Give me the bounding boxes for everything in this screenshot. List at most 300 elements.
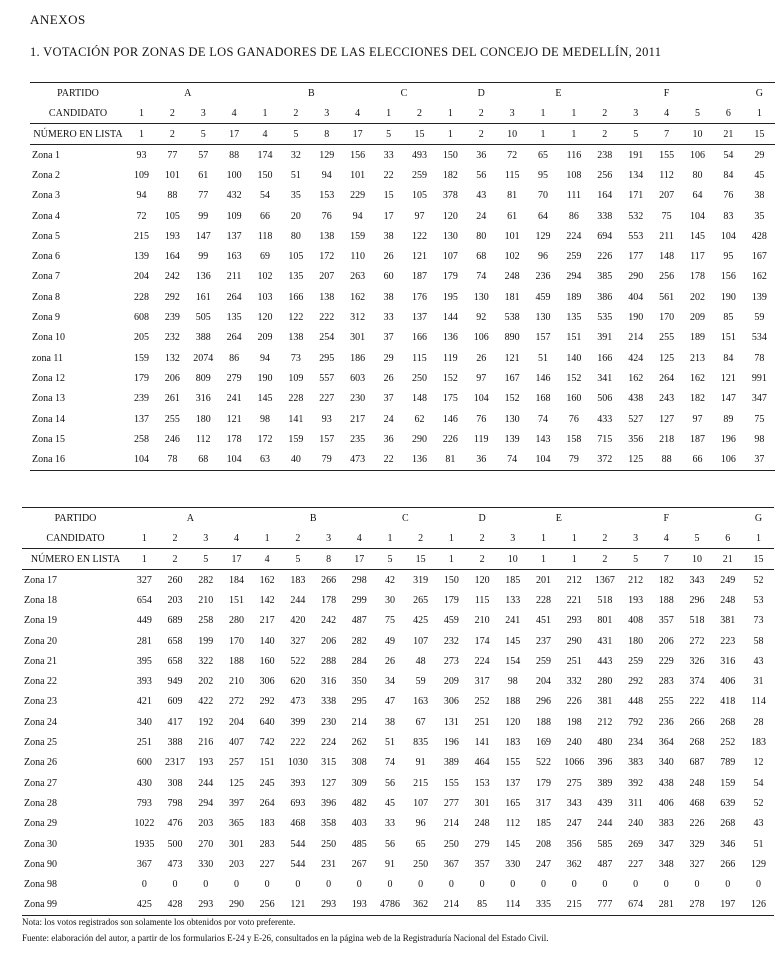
vote-count: 185 [535, 818, 551, 830]
list-number: 2 [590, 549, 621, 570]
vote-count: 59 [754, 312, 765, 324]
votes-table-zones-1-16 [30, 82, 775, 471]
vote-count: 393 [136, 676, 152, 688]
vote-count: 70 [538, 190, 549, 202]
vote-count: 468 [290, 818, 306, 830]
vote-count: 0 [633, 879, 639, 891]
vote-count: 223 [720, 635, 736, 647]
zone-label: Zona 5 [32, 230, 61, 242]
table-row [22, 651, 774, 671]
candidate-header-row [30, 103, 775, 124]
vote-count: 31 [753, 676, 764, 688]
vote-count: 162 [259, 574, 275, 586]
vote-count: 136 [195, 271, 211, 283]
vote-count: 248 [504, 271, 520, 283]
vote-count: 245 [259, 777, 275, 789]
vote-count: 532 [628, 210, 644, 222]
vote-count: 193 [198, 757, 214, 769]
vote-count: 210 [198, 594, 214, 606]
vote-count: 26 [476, 352, 487, 364]
vote-count: 24 [383, 413, 394, 425]
vote-count: 1066 [564, 757, 585, 769]
vote-count: 0 [756, 879, 762, 891]
vote-count: 93 [136, 149, 147, 161]
vote-count: 280 [597, 676, 613, 688]
vote-count: 34 [384, 676, 395, 688]
vote-count: 130 [442, 230, 458, 242]
vote-count: 207 [319, 271, 335, 283]
vote-count: 151 [566, 332, 582, 344]
vote-count: 239 [133, 393, 149, 405]
vote-count: 417 [167, 716, 183, 728]
vote-count: 198 [566, 716, 582, 728]
vote-count: 0 [479, 879, 485, 891]
vote-count: 52 [753, 574, 764, 586]
vote-count: 76 [568, 413, 579, 425]
table-row [30, 145, 775, 166]
vote-count: 229 [658, 655, 674, 667]
vote-count: 226 [566, 696, 582, 708]
vote-count: 292 [628, 676, 644, 688]
vote-count: 33 [383, 312, 394, 324]
vote-count: 356 [628, 433, 644, 445]
vote-count: 136 [404, 449, 435, 470]
vote-count: 183 [259, 818, 275, 830]
vote-count: 99 [198, 251, 209, 263]
vote-count: 330 [505, 858, 521, 870]
vote-count: 674 [620, 895, 651, 916]
candidate-number: 3 [326, 532, 332, 544]
vote-count: 166 [411, 332, 427, 344]
vote-count: 127 [321, 777, 337, 789]
vote-count: 299 [351, 594, 367, 606]
zone-label: Zona 19 [24, 615, 58, 627]
table-row [30, 186, 775, 206]
vote-count: 306 [259, 676, 275, 688]
vote-count: 130 [473, 291, 489, 303]
vote-count: 295 [319, 352, 335, 364]
candidate-number: 1 [138, 107, 144, 119]
vote-count: 88 [651, 449, 682, 470]
vote-count: 136 [442, 332, 458, 344]
vote-count: 248 [689, 777, 705, 789]
vote-count: 518 [689, 615, 705, 627]
vote-count: 43 [476, 190, 487, 202]
vote-count: 293 [190, 895, 221, 916]
table-row [22, 570, 774, 591]
vote-count: 0 [295, 879, 301, 891]
vote-count: 157 [319, 433, 335, 445]
vote-count: 190 [628, 312, 644, 324]
vote-count: 89 [723, 413, 734, 425]
vote-count: 294 [198, 797, 214, 809]
vote-count: 439 [597, 797, 613, 809]
zone-label: Zona 24 [24, 716, 58, 728]
vote-count: 68 [476, 251, 487, 263]
vote-count: 518 [597, 594, 613, 606]
vote-count: 256 [252, 895, 283, 916]
vote-count: 263 [350, 271, 366, 283]
vote-count: 63 [250, 449, 281, 470]
candidate-number: 3 [324, 107, 330, 119]
vote-count: 211 [659, 230, 674, 242]
vote-count: 448 [628, 696, 644, 708]
vote-count: 72 [507, 149, 518, 161]
vote-count: 234 [628, 737, 644, 749]
table-row [30, 165, 775, 185]
candidate-number: 2 [478, 107, 484, 119]
vote-count: 212 [628, 574, 644, 586]
zone-label: Zona 16 [30, 449, 126, 470]
table-row [22, 895, 774, 916]
vote-count: 150 [443, 574, 459, 586]
vote-count: 66 [682, 449, 713, 470]
vote-count: 139 [751, 291, 767, 303]
vote-count: 255 [658, 696, 674, 708]
vote-count: 279 [226, 372, 242, 384]
vote-count: 216 [198, 737, 214, 749]
vote-count: 29 [754, 149, 765, 161]
candidate-number: 3 [509, 107, 515, 119]
vote-count: 222 [689, 696, 705, 708]
list-number: 17 [221, 549, 252, 570]
vote-count: 135 [226, 312, 242, 324]
vote-count: 95 [723, 251, 734, 263]
candidate-number: 2 [418, 532, 424, 544]
vote-count: 105 [411, 190, 427, 202]
vote-count: 326 [689, 655, 705, 667]
vote-count: 522 [535, 757, 551, 769]
vote-count: 221 [566, 594, 582, 606]
vote-count: 217 [350, 413, 366, 425]
vote-count: 114 [751, 696, 766, 708]
candidate-number: 1 [387, 532, 393, 544]
vote-count: 33 [383, 149, 394, 161]
vote-count: 150 [257, 169, 273, 181]
vote-count: 226 [442, 433, 458, 445]
vote-count: 798 [167, 797, 183, 809]
vote-count: 232 [164, 332, 180, 344]
vote-count: 156 [720, 271, 736, 283]
vote-count: 270 [198, 838, 214, 850]
vote-count: 247 [535, 858, 551, 870]
vote-count: 280 [228, 615, 244, 627]
list-number: 10 [497, 549, 528, 570]
vote-count: 255 [164, 413, 180, 425]
vote-count: 212 [597, 716, 613, 728]
vote-count: 164 [597, 190, 613, 202]
vote-count: 43 [753, 818, 764, 830]
vote-count: 53 [753, 594, 764, 606]
vote-count: 430 [136, 777, 152, 789]
list-number: 1 [436, 549, 467, 570]
vote-count: 159 [288, 433, 304, 445]
vote-count: 266 [720, 858, 736, 870]
vote-count: 97 [476, 372, 487, 384]
vote-count: 949 [167, 676, 183, 688]
vote-count: 120 [474, 574, 490, 586]
vote-count: 777 [590, 895, 621, 916]
vote-count: 222 [319, 312, 335, 324]
vote-count: 35 [754, 210, 765, 222]
vote-count: 292 [259, 696, 275, 708]
vote-count: 109 [133, 169, 149, 181]
vote-count: 96 [415, 818, 426, 830]
vote-count: 230 [321, 716, 337, 728]
vote-count: 327 [136, 574, 152, 586]
vote-count: 104 [689, 210, 705, 222]
vote-count: 81 [507, 190, 518, 202]
vote-count: 222 [290, 737, 306, 749]
vote-count: 129 [535, 230, 551, 242]
vote-count: 197 [712, 895, 743, 916]
vote-count: 459 [535, 291, 551, 303]
vote-count: 36 [476, 149, 487, 161]
vote-count: 244 [597, 818, 613, 830]
vote-count: 195 [442, 291, 458, 303]
vote-count: 658 [167, 635, 183, 647]
vote-count: 115 [474, 594, 490, 606]
vote-count: 30 [384, 594, 395, 606]
vote-count: 196 [720, 433, 736, 445]
candidate-number: 3 [203, 532, 209, 544]
vote-count: 75 [661, 210, 672, 222]
vote-count: 241 [505, 615, 521, 627]
vote-count: 102 [257, 271, 273, 283]
table-source: Fuente: elaboración del autor, a partir de los formularios E-24 y E-26, consultados en la página web de la Registraduría Nacional del Estado Civil. [22, 933, 549, 943]
vote-count: 522 [290, 655, 306, 667]
vote-count: 145 [257, 393, 273, 405]
vote-count: 100 [226, 169, 242, 181]
vote-count: 180 [628, 635, 644, 647]
vote-count: 64 [692, 190, 703, 202]
vote-count: 126 [743, 895, 774, 916]
vote-count: 338 [597, 210, 613, 222]
vote-count: 85 [723, 312, 734, 324]
vote-count: 214 [443, 818, 459, 830]
vote-count: 312 [350, 312, 366, 324]
vote-count: 259 [411, 169, 427, 181]
party-name: B [250, 83, 374, 104]
vote-count: 22 [373, 449, 404, 470]
vote-count: 137 [133, 413, 149, 425]
vote-count: 130 [504, 413, 520, 425]
table-row [22, 854, 774, 874]
zone-label: Zona 20 [24, 635, 58, 647]
vote-count: 208 [535, 838, 551, 850]
vote-count: 142 [259, 594, 275, 606]
list-number: 1 [129, 549, 160, 570]
vote-count: 226 [597, 251, 613, 263]
list-number: 17 [342, 124, 373, 145]
candidate-number: 6 [725, 532, 731, 544]
party-name: D [435, 83, 528, 104]
vote-count: 272 [689, 635, 705, 647]
vote-count: 0 [387, 879, 393, 891]
vote-count: 473 [167, 858, 183, 870]
vote-count: 264 [226, 291, 242, 303]
vote-count: 101 [504, 230, 520, 242]
candidate-number: 4 [231, 107, 237, 119]
zone-label: Zona 26 [24, 757, 58, 769]
vote-count: 62 [414, 413, 425, 425]
vote-count: 121 [226, 413, 242, 425]
vote-count: 290 [566, 635, 582, 647]
vote-count: 209 [443, 676, 459, 688]
vote-count: 12 [753, 757, 764, 769]
vote-count: 153 [319, 190, 335, 202]
vote-count: 248 [474, 818, 490, 830]
vote-count: 991 [751, 372, 767, 384]
vote-count: 561 [659, 291, 675, 303]
vote-count: 608 [133, 312, 149, 324]
vote-count: 151 [720, 332, 736, 344]
vote-count: 94 [321, 169, 332, 181]
vote-count: 110 [350, 251, 365, 263]
vote-count: 262 [351, 737, 367, 749]
vote-count: 188 [658, 594, 674, 606]
vote-count: 155 [659, 149, 675, 161]
vote-count: 258 [198, 615, 214, 627]
vote-count: 422 [198, 696, 214, 708]
vote-count: 81 [435, 449, 466, 470]
vote-count: 180 [195, 413, 211, 425]
party-name: B [252, 508, 375, 529]
vote-count: 317 [474, 676, 490, 688]
party-name: A [126, 83, 250, 104]
vote-count: 249 [720, 574, 736, 586]
vote-count: 178 [689, 271, 705, 283]
vote-count: 428 [751, 230, 767, 242]
vote-count: 101 [350, 169, 366, 181]
vote-count: 111 [566, 190, 582, 202]
vote-count: 109 [226, 210, 242, 222]
vote-count: 78 [754, 352, 765, 364]
vote-count: 228 [535, 594, 551, 606]
vote-count: 259 [535, 655, 551, 667]
candidate-number: 2 [293, 107, 299, 119]
vote-count: 438 [628, 393, 644, 405]
table-row [22, 631, 774, 651]
zone-label: Zona 13 [32, 393, 66, 405]
vote-count: 205 [133, 332, 149, 344]
vote-count: 311 [628, 797, 643, 809]
vote-count: 36 [383, 433, 394, 445]
table-row [22, 814, 774, 834]
vote-count: 473 [342, 449, 373, 470]
vote-count: 0 [602, 879, 608, 891]
vote-count: 106 [473, 332, 489, 344]
table-row [22, 753, 774, 773]
vote-count: 166 [597, 352, 613, 364]
vote-count: 165 [505, 797, 521, 809]
vote-count: 1935 [134, 838, 155, 850]
vote-count: 275 [566, 777, 582, 789]
vote-count: 121 [504, 352, 520, 364]
vote-count: 396 [597, 757, 613, 769]
vote-count: 408 [628, 615, 644, 627]
vote-count: 480 [597, 737, 613, 749]
vote-count: 145 [689, 230, 705, 242]
vote-count: 252 [474, 696, 490, 708]
table-row [30, 267, 775, 287]
vote-count: 215 [133, 230, 149, 242]
vote-count: 80 [476, 230, 487, 242]
vote-count: 125 [228, 777, 244, 789]
vote-count: 54 [723, 149, 734, 161]
vote-count: 178 [321, 594, 337, 606]
vote-count: 17 [383, 210, 394, 222]
vote-count: 139 [133, 251, 149, 263]
vote-count: 38 [384, 716, 395, 728]
vote-count: 97 [692, 413, 703, 425]
vote-count: 84 [723, 169, 734, 181]
zone-label: Zona 6 [32, 251, 61, 263]
table-note: Nota: los votos registrados son solamente los obtenidos por voto preferente. [22, 917, 296, 927]
vote-count: 139 [504, 433, 520, 445]
vote-count: 60 [383, 271, 394, 283]
vote-count: 244 [290, 594, 306, 606]
vote-count: 493 [411, 149, 427, 161]
vote-count: 117 [690, 251, 705, 263]
vote-count: 94 [260, 352, 270, 364]
vote-count: 235 [350, 433, 366, 445]
vote-count: 0 [694, 879, 700, 891]
vote-count: 365 [228, 818, 244, 830]
vote-count: 236 [658, 716, 674, 728]
vote-count: 99 [198, 210, 209, 222]
table-row [30, 389, 775, 409]
candidate-number: 1 [386, 107, 392, 119]
vote-count: 120 [442, 210, 458, 222]
list-number: 4 [252, 549, 283, 570]
page-title: 1. VOTACIÓN POR ZONAS DE LOS GANADORES DE LAS ELECCIONES DEL CONCEJO DE MEDELLÍN, 2011 [30, 45, 662, 59]
vote-count: 179 [535, 777, 551, 789]
votes-table-zones-17-99 [22, 507, 774, 916]
vote-count: 386 [597, 291, 613, 303]
vote-count: 56 [384, 838, 395, 850]
vote-count: 148 [659, 251, 675, 263]
vote-count: 37 [383, 393, 394, 405]
candidate-number: 1 [571, 532, 577, 544]
vote-count: 0 [571, 879, 577, 891]
vote-count: 292 [164, 291, 180, 303]
vote-count: 74 [384, 757, 395, 769]
vote-count: 108 [566, 169, 582, 181]
vote-count: 75 [754, 413, 765, 425]
vote-count: 45 [384, 797, 395, 809]
vote-count: 341 [597, 372, 613, 384]
vote-count: 438 [658, 777, 674, 789]
vote-count: 88 [229, 149, 240, 161]
vote-count: 154 [505, 655, 521, 667]
vote-count: 473 [290, 696, 306, 708]
vote-count: 143 [535, 433, 551, 445]
vote-count: 121 [720, 372, 736, 384]
vote-count: 424 [628, 352, 644, 364]
vote-count: 145 [505, 838, 521, 850]
vote-count: 54 [753, 777, 764, 789]
vote-count: 189 [689, 332, 705, 344]
vote-count: 167 [504, 372, 520, 384]
vote-count: 224 [321, 737, 337, 749]
vote-count: 214 [436, 895, 467, 916]
vote-count: 527 [628, 413, 644, 425]
list-number: 5 [373, 124, 404, 145]
vote-count: 206 [164, 372, 180, 384]
vote-count: 37 [383, 332, 394, 344]
vote-count: 329 [689, 838, 705, 850]
